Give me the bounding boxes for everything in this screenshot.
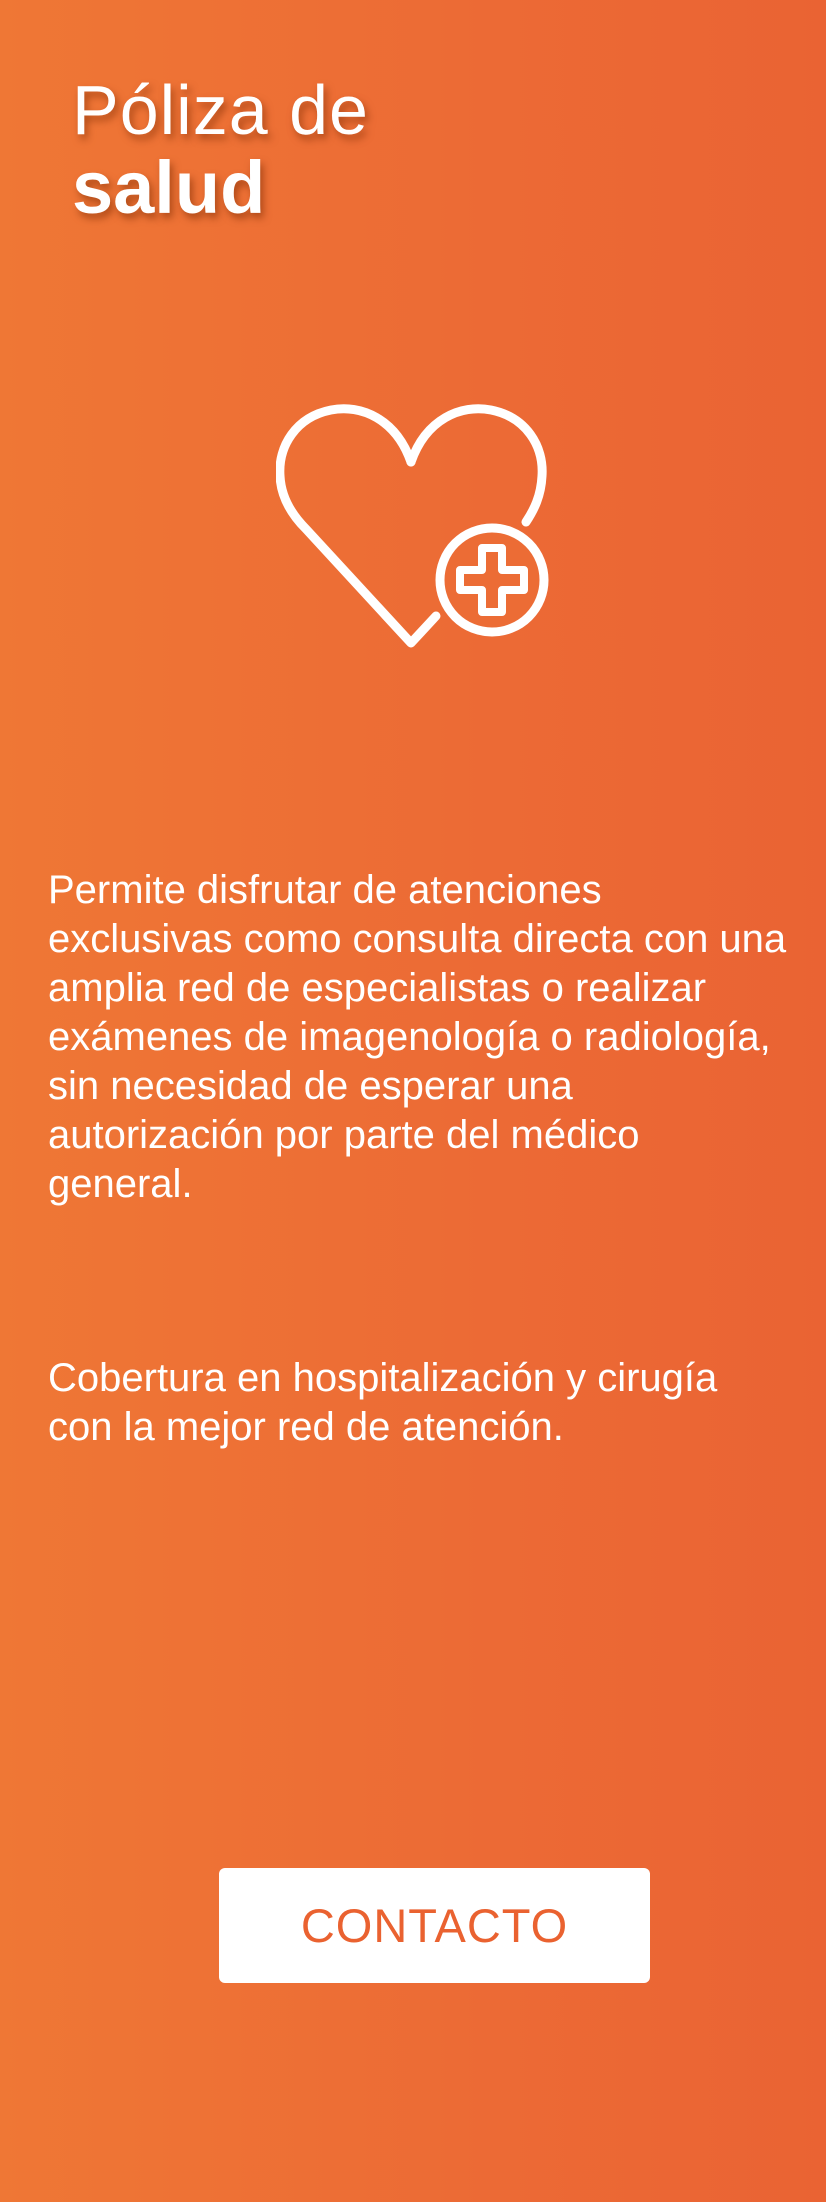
heart-plus-icon <box>276 404 552 650</box>
description-paragraph: Permite disfrutar de atenciones exclusivas como consulta directa con una amplia red de especialistas o realizar exámenes de imagenología o radiología, sin necesidad de esperar una autorización por parte del médico general. <box>48 868 787 1206</box>
coverage-paragraph: Cobertura en hospitalización y cirugía con la mejor red de atención. <box>48 1356 718 1449</box>
page-title <box>72 72 369 228</box>
heart-outline <box>280 409 436 643</box>
page-title-line-1: Póliza de <box>72 71 369 149</box>
contact-button[interactable]: CONTACTO <box>219 1868 650 1983</box>
page-title-line-2: salud <box>72 146 266 229</box>
plus-circle <box>440 528 544 632</box>
heart-outline-right <box>411 409 542 522</box>
